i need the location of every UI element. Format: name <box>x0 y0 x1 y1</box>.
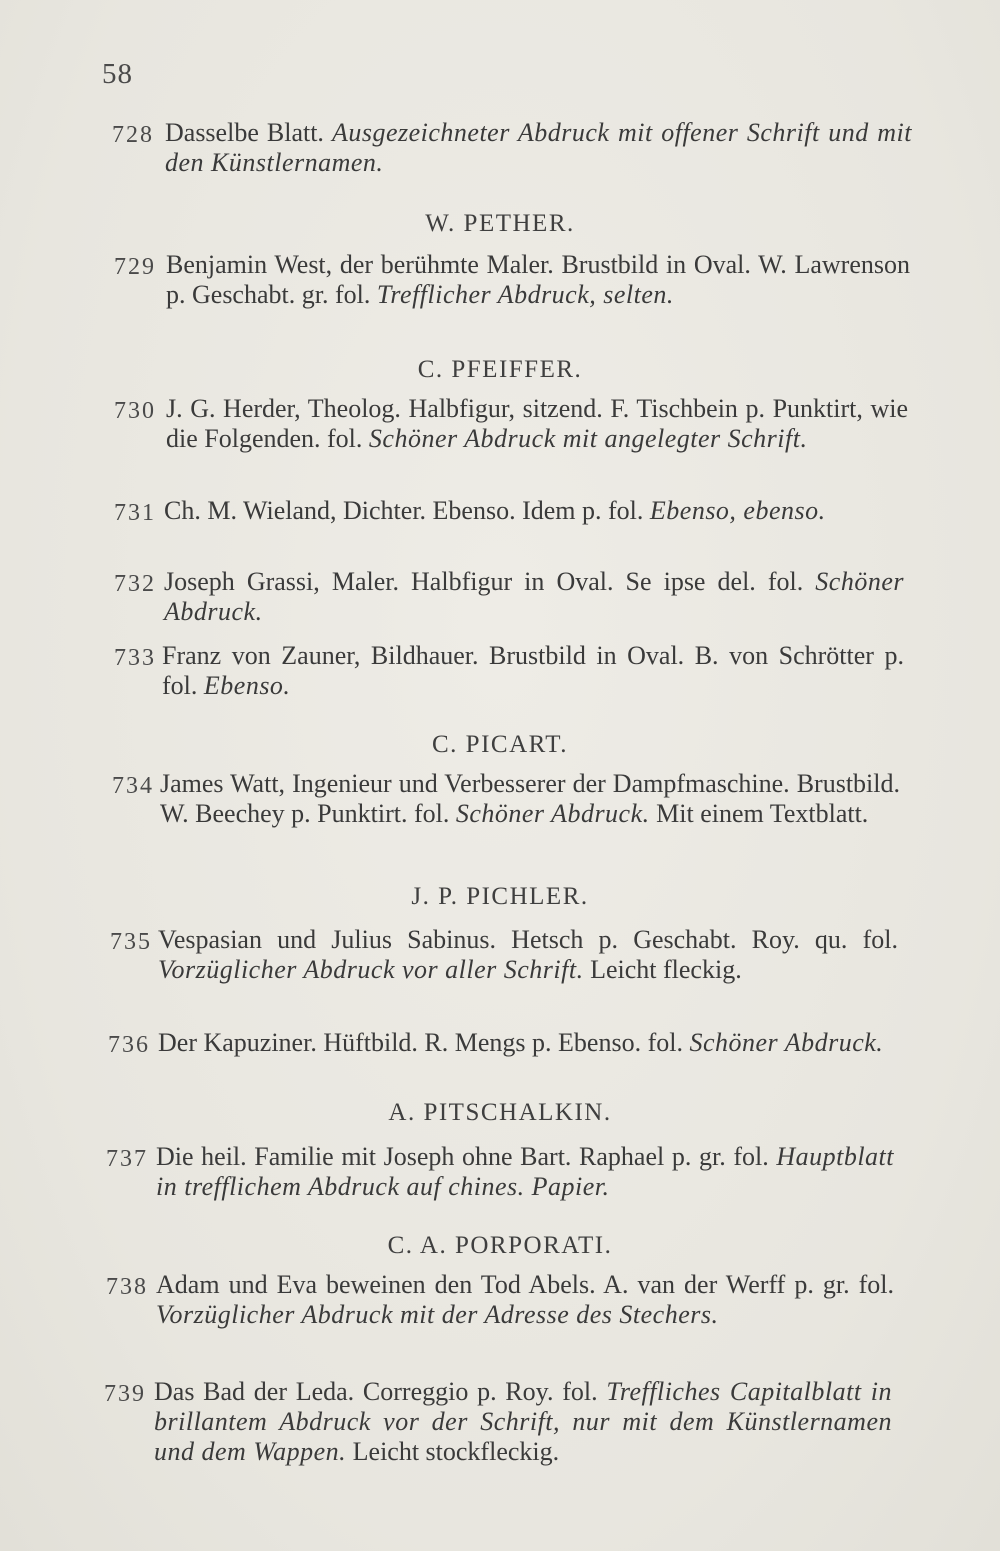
entry-number: 739 <box>104 1381 146 1407</box>
description-text: Leicht stockfleckig. <box>346 1437 560 1466</box>
description-text: Dasselbe Blatt. <box>165 118 332 147</box>
entry-number: 728 <box>112 122 154 148</box>
condition-note: Ausgezeichneter Abdruck mit offener Schrift und mit den Künstlernamen. <box>165 118 912 177</box>
entry-description <box>166 394 908 454</box>
entry-description <box>154 1377 892 1467</box>
condition-note: Schöner Abdruck. <box>164 567 904 626</box>
entry-description <box>162 641 904 701</box>
description-text: Das Bad der Leda. Correggio p. Roy. fol. <box>154 1377 607 1406</box>
description-text: Mit einem Textblatt. <box>649 799 869 828</box>
artist-heading: C. PICART. <box>432 731 568 758</box>
description-text: Der Kapuziner. Hüftbild. R. Mengs p. Ebenso. fol. <box>158 1028 690 1057</box>
description-text: Ch. M. Wieland, Dichter. Ebenso. Idem p. fol. <box>164 496 650 525</box>
description-text: Vespasian und Julius Sabinus. Hetsch p. Geschabt. Roy. qu. fol. <box>158 925 898 954</box>
entry-number: 732 <box>114 571 156 597</box>
description-text: Leicht fleckig. <box>583 955 742 984</box>
entry-description <box>158 925 898 985</box>
entry-description <box>164 567 904 627</box>
entry-number: 733 <box>114 645 156 671</box>
entry-description <box>166 250 910 310</box>
description-text: Joseph Grassi, Maler. Halbfigur in Oval. Se ipse del. fol. <box>164 567 816 596</box>
condition-note: Schöner Abdruck. <box>455 799 650 828</box>
description-text: Adam und Eva beweinen den Tod Abels. A. van der Werff p. gr. fol. <box>156 1270 894 1299</box>
artist-heading: C. PFEIFFER. <box>417 356 583 383</box>
entry-number: 738 <box>106 1274 148 1300</box>
condition-note: Ebenso, ebenso. <box>649 496 826 525</box>
condition-note: Ebenso. <box>203 671 291 700</box>
entry-number: 737 <box>106 1146 148 1172</box>
description-text: Franz von Zauner, Bildhauer. Brustbild in Oval. B. von Schrötter p. fol. <box>162 641 904 700</box>
description-text: Die heil. Familie mit Joseph ohne Bart. Raphael p. gr. fol. <box>156 1142 777 1171</box>
page-number: 58 <box>102 58 133 90</box>
entry-number: 731 <box>114 500 156 526</box>
entry-description <box>160 769 900 829</box>
entry-number: 734 <box>112 773 154 799</box>
description-text: Benjamin West, der berühmte Maler. Brustbild in Oval. W. Lawrenson p. Geschabt. gr. fol. <box>166 250 910 309</box>
entry-description <box>156 1270 894 1330</box>
entry-description <box>164 496 906 526</box>
condition-note: Trefflicher Abdruck, selten. <box>376 280 674 309</box>
entry-description <box>165 118 912 178</box>
entry-number: 729 <box>114 254 156 280</box>
artist-heading: J. P. PICHLER. <box>411 883 589 910</box>
condition-note: Schöner Abdruck mit angelegter Schrift. <box>368 424 808 453</box>
artist-heading: W. PETHER. <box>425 210 575 237</box>
condition-note: Vorzüglicher Abdruck vor aller Schrift. <box>158 955 584 984</box>
condition-note: Hauptblatt in trefflichem Abdruck auf chines. Papier. <box>156 1142 894 1201</box>
condition-note: Treffliches Capitalblatt in brillantem Abdruck vor der Schrift, nur mit dem Künstlernamen und dem Wappen. <box>154 1377 892 1466</box>
entry-number: 736 <box>108 1032 150 1058</box>
condition-note: Vorzüglicher Abdruck mit der Adresse des Stechers. <box>156 1300 719 1329</box>
entry-number: 730 <box>114 398 156 424</box>
description-text: J. G. Herder, Theolog. Halbfigur, sitzend. F. Tischbein p. Punktirt, wie die Folgenden. fol. <box>166 394 908 453</box>
artist-heading: A. PITSCHALKIN. <box>388 1099 612 1126</box>
entry-description <box>156 1142 894 1202</box>
entry-number: 735 <box>110 929 152 955</box>
condition-note: Schöner Abdruck. <box>689 1028 884 1057</box>
artist-heading: C. A. PORPORATI. <box>387 1232 613 1259</box>
description-text: James Watt, Ingenieur und Verbesserer der Dampfmaschine. Brustbild. W. Beechey p. Punktirt. fol. <box>160 769 900 828</box>
entry-description <box>158 1028 896 1058</box>
